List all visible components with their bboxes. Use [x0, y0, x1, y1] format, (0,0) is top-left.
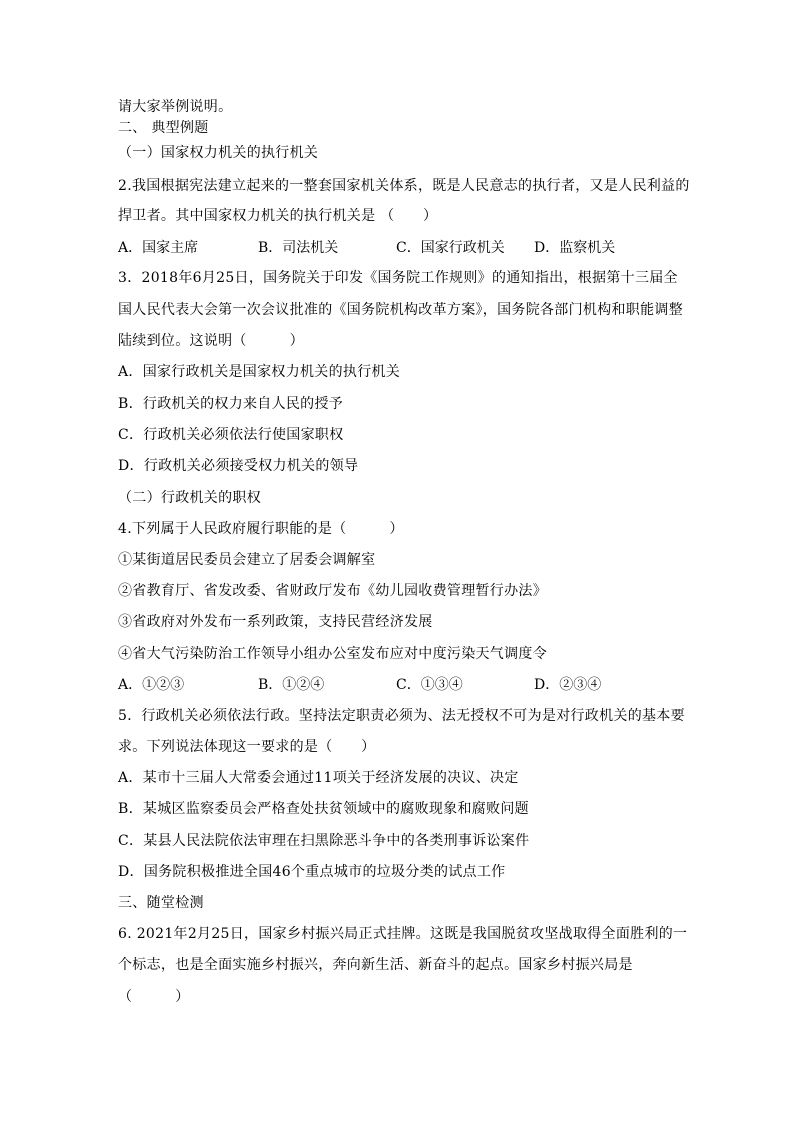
question-4-item-4: ④省大气污染防治工作领导小组办公室发布应对中度污染天气调度令 — [118, 646, 547, 662]
question-6-text-line-1: 6. 2021年2月25日，国家乡村振兴局正式挂牌。这既是我国脱贫攻坚战取得全面胜利的一 — [118, 926, 688, 942]
intro-text: 请大家举例说明。 — [118, 99, 233, 115]
question-3-text-line-1: 3．2018年6月25日，国务院关于印发《国务院工作规则》的通知指出，根据第十三届全 — [118, 270, 678, 286]
question-3-text-line-3: 陆续到位。这说明（ ） — [118, 333, 304, 349]
question-5-option-c: C．某县人民法院依法审理在扫黑除恶斗争中的各类刑事诉讼案件 — [118, 833, 530, 849]
section-heading-class-test: 三、随堂检测 — [118, 895, 204, 911]
question-5-option-d: D．国务院积极推进全国46个重点城市的垃圾分类的试点工作 — [118, 864, 506, 880]
question-3-option-d: D．行政机关必须接受权力机关的领导 — [118, 458, 359, 474]
question-4-item-2: ②省教育厅、省发改委、省财政厅发布《幼儿园收费管理暂行办法》 — [118, 583, 547, 599]
question-5-text-line-1: 5．行政机关必须依法行政。坚持法定职责必须为、法无授权不可为是对行政机关的基本要 — [118, 708, 685, 724]
subsection-heading-executive-organ: （一）国家权力机关的执行机关 — [118, 145, 319, 161]
question-4-options — [118, 675, 678, 695]
question-6-text-line-2: 个标志，也是全面实施乡村振兴，奔向新生活、新奋斗的起点。国家乡村振兴局是 — [118, 957, 633, 973]
question-4-item-1: ①某街道居民委员会建立了居委会调解室 — [118, 552, 376, 568]
question-4-text: 4.下列属于人民政府履行职能的是（ ） — [118, 521, 404, 537]
question-2-option-d: D．监察机关 — [534, 240, 616, 256]
question-2-option-b: B．司法机关 — [258, 240, 339, 256]
question-6-text-line-3: （ ） — [118, 989, 190, 1005]
question-4-option-b: B．①②④ — [258, 677, 325, 693]
question-2-text-line-1: 2.我国根据宪法建立起来的一整套国家机关体系，既是人民意志的执行者，又是人民利益的 — [118, 178, 690, 194]
question-2-text-line-2: 捍卫者。其中国家权力机关的执行机关是 （ ） — [118, 208, 438, 224]
question-3-option-b: B．行政机关的权力来自人民的授予 — [118, 396, 344, 412]
question-2-option-c: C．国家行政机关 — [396, 240, 505, 256]
question-4-option-c: C．①③④ — [396, 677, 463, 693]
question-4-option-d: D．②③④ — [534, 677, 602, 693]
question-2-options — [118, 238, 678, 258]
question-5-option-b: B．某城区监察委员会严格查处扶贫领域中的腐败现象和腐败问题 — [118, 801, 529, 817]
question-5-text-line-2: 求。下列说法体现这一要求的是（ ） — [118, 739, 376, 755]
question-3-option-c: C．行政机关必须依法行使国家职权 — [118, 427, 344, 443]
question-3-option-a: A．国家行政机关是国家权力机关的执行机关 — [118, 364, 401, 380]
section-heading-typical-examples: 二、 典型例题 — [118, 120, 209, 136]
question-4-option-a: A．①②③ — [118, 677, 185, 693]
question-4-item-3: ③省政府对外发布一系列政策，支持民营经济发展 — [118, 614, 433, 630]
subsection-heading-administrative-powers: （二）行政机关的职权 — [118, 490, 261, 506]
question-3-text-line-2: 国人民代表大会第一次会议批准的《国务院机构改革方案》，国务院各部门机构和职能调整 — [118, 302, 683, 318]
question-5-option-a: A．某市十三届人大常委会通过11项关于经济发展的决议、决定 — [118, 770, 519, 786]
question-2-option-a: A．国家主席 — [118, 240, 199, 256]
